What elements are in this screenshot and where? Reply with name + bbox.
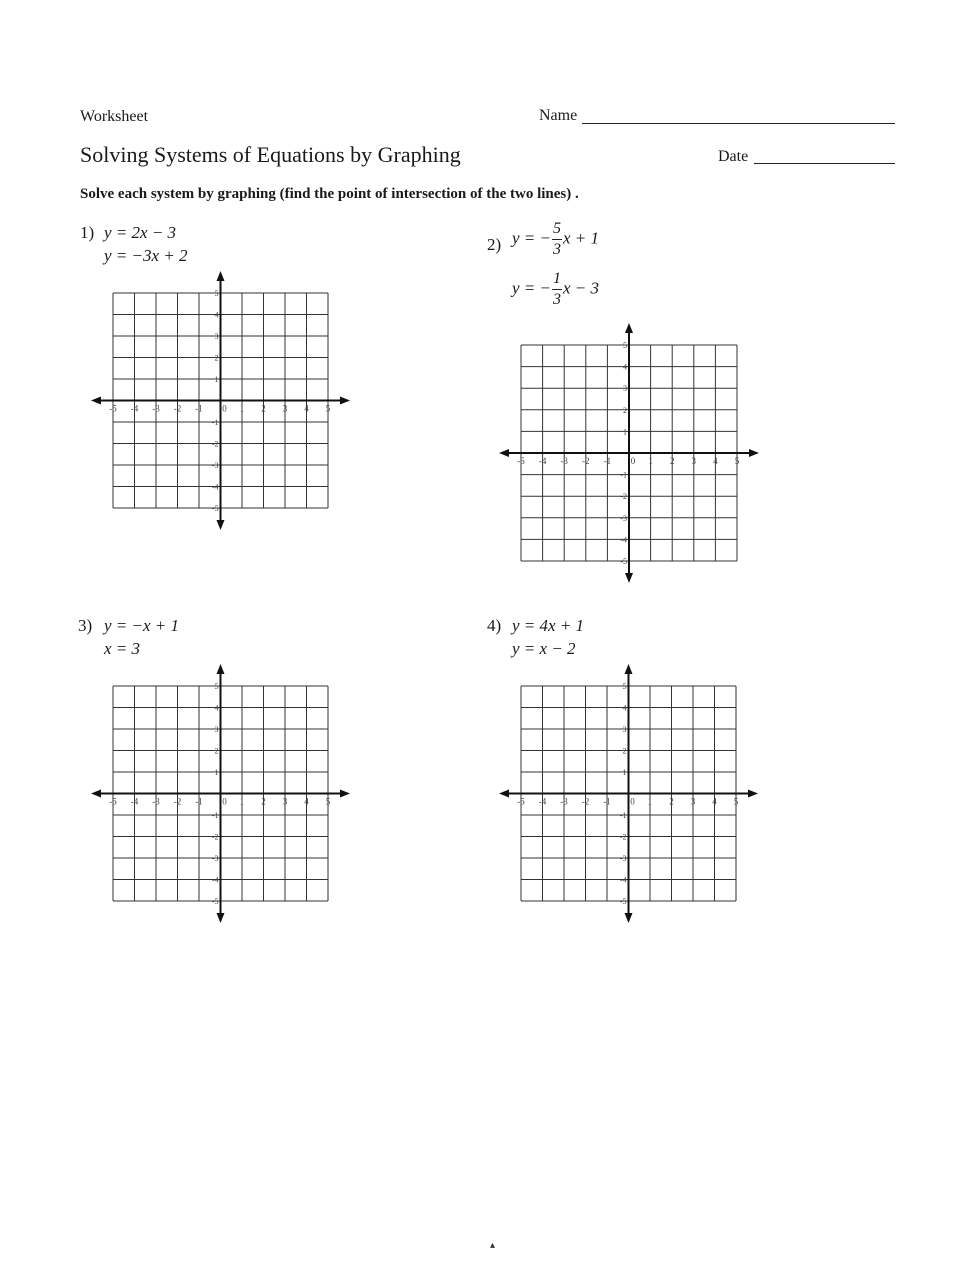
x-tick-label: -3 [560,456,568,466]
x-tick-label: -4 [538,796,547,807]
x-tick-label: -2 [173,403,182,414]
y-tick-label: 5 [214,289,219,298]
x-tick-label: -2 [581,796,590,807]
x-tick-label: -4 [130,403,139,414]
name-label: Name [539,107,578,124]
y-tick-label: 3 [214,725,219,734]
x-tick-label: -1 [195,403,203,414]
y-tick-label: -3 [620,513,627,523]
x-tick-label: -3 [152,403,160,414]
x-axis-left-arrow-icon [499,790,509,798]
problem-2-eq2-denominator: 3 [553,291,561,308]
date-label: Date [718,148,749,165]
x-tick-label: 5 [734,456,740,466]
grid-svg [87,267,354,534]
instructions: Solve each system by graphing (find the point of intersection of the two lines) . [80,186,579,202]
y-tick-label: 1 [623,427,627,437]
x-tick-label: 4 [304,403,309,414]
footer-mark: ▴ [490,1240,496,1251]
x-tick-label: 2 [261,403,266,414]
y-tick-label: -2 [619,832,627,842]
y-tick-label: -1 [211,811,219,820]
problem-2-eq1-denominator: 3 [553,241,561,258]
x-tick-label: 0 [630,456,636,466]
x-tick-label: 1 [239,796,245,807]
date-field[interactable] [754,163,895,164]
x-tick-label: 3 [282,403,288,414]
y-tick-label: 5 [214,682,219,691]
problem-1-eq1: y = 2x − 3 [104,223,177,242]
y-tick-label: 5 [622,682,627,691]
y-tick-label: 2 [623,405,627,415]
problem-2-eq1-suffix: x + 1 [563,228,600,248]
x-axis-right-arrow-icon [340,790,350,798]
problem-2-number: 2) [487,235,502,254]
x-tick-label: -1 [195,796,203,807]
y-tick-label: -3 [211,461,219,470]
problem-2-eq1-fraction [552,221,562,258]
y-axis-down-arrow-icon [625,913,633,923]
x-axis-right-arrow-icon [340,397,350,405]
problem-3-number: 3) [78,616,93,635]
x-tick-label: 5 [325,796,331,807]
x-tick-label: 1 [239,403,245,414]
problem-1-eq2: y = −3x + 2 [104,246,188,265]
y-axis-up-arrow-icon [625,323,633,333]
worksheet-label: Worksheet [80,108,149,125]
problem-3-eq1: y = −x + 1 [104,616,180,635]
x-axis-left-arrow-icon [91,397,101,405]
x-tick-label: 5 [733,796,739,807]
y-tick-label: 1 [214,375,219,384]
problem-2-eq1-prefix: y = − [512,228,551,248]
y-tick-label: 4 [622,703,627,713]
y-tick-label: 2 [214,353,219,363]
x-tick-label: 5 [325,403,331,414]
y-tick-label: 4 [214,703,219,713]
x-axis-left-arrow-icon [91,790,101,798]
x-tick-label: 0 [630,796,635,807]
y-axis-down-arrow-icon [217,520,225,530]
y-tick-label: -4 [211,482,219,492]
y-tick-label: 3 [214,332,219,341]
y-tick-label: -2 [620,492,627,502]
y-axis-up-arrow-icon [217,664,225,674]
y-tick-label: 3 [623,384,627,394]
y-tick-label: -2 [211,832,219,842]
x-tick-label: -3 [560,796,568,807]
x-tick-label: 4 [304,796,309,807]
x-tick-label: -4 [130,796,139,807]
y-tick-label: 2 [622,746,627,756]
x-tick-label: -5 [109,796,117,807]
x-tick-label: -2 [173,796,182,807]
problem-1-number: 1) [80,223,95,242]
y-tick-label: -5 [211,504,219,513]
x-tick-label: -3 [152,796,160,807]
y-tick-label: -3 [619,854,627,863]
y-tick-label: -1 [620,470,627,480]
x-tick-label: 4 [712,796,717,807]
y-tick-label: 1 [214,768,219,777]
y-tick-label: -4 [620,535,627,545]
problem-2-eq2-numerator: 1 [552,271,562,290]
y-tick-label: 5 [623,341,627,350]
problem-2-eq2-fraction [552,271,562,308]
y-tick-label: -2 [211,439,219,449]
page-title: Solving Systems of Equations by Graphing [80,142,461,167]
x-axis-right-arrow-icon [749,449,759,457]
x-tick-label: 2 [669,796,674,807]
y-axis-up-arrow-icon [217,271,225,281]
x-tick-label: 0 [222,796,227,807]
y-tick-label: -1 [211,418,219,427]
problem-2-eq2-prefix: y = − [512,278,551,298]
graph-3[interactable] [87,660,354,927]
x-tick-label: -4 [538,456,547,466]
grid-svg [495,319,763,587]
problem-2-eq1-numerator: 5 [552,221,562,240]
graph-1[interactable] [87,267,354,534]
problem-2-eq2-suffix: x − 3 [563,278,600,298]
problem-4-eq1: y = 4x + 1 [512,616,585,635]
y-axis-up-arrow-icon [625,664,633,674]
x-tick-label: 4 [713,456,718,466]
x-tick-label: -1 [603,796,611,807]
x-tick-label: 2 [669,456,675,466]
y-tick-label: 4 [214,310,219,320]
x-tick-label: 1 [648,456,653,466]
x-tick-label: 3 [691,456,697,466]
x-tick-label: 3 [690,796,696,807]
y-tick-label: -5 [619,897,627,906]
x-tick-label: -5 [517,796,525,807]
name-field[interactable] [582,123,895,124]
graph-2[interactable] [495,319,763,587]
y-tick-label: 1 [622,768,627,777]
x-tick-label: -1 [603,456,612,466]
x-tick-label: 0 [222,403,227,414]
y-tick-label: 3 [622,725,627,734]
y-tick-label: 2 [214,746,219,756]
x-tick-label: 2 [261,796,266,807]
x-tick-label: 3 [282,796,288,807]
problem-4-number: 4) [487,616,502,635]
x-axis-right-arrow-icon [748,790,758,798]
x-axis-left-arrow-icon [499,449,509,457]
y-tick-label: -1 [619,811,627,820]
y-tick-label: 4 [623,362,627,372]
y-tick-label: -3 [211,854,219,863]
problem-2-eq1 [512,221,599,258]
grid-svg [87,660,354,927]
x-tick-label: -5 [517,456,525,466]
x-tick-label: -5 [109,403,117,414]
problem-2-eq2 [512,271,599,308]
x-tick-label: 1 [647,796,653,807]
graph-4[interactable] [495,660,762,927]
y-tick-label: -5 [211,897,219,906]
problem-4-eq2: y = x − 2 [512,639,576,658]
y-axis-down-arrow-icon [625,573,633,583]
y-tick-label: -4 [211,875,219,885]
y-axis-down-arrow-icon [217,913,225,923]
x-tick-label: -2 [582,456,590,466]
y-tick-label: -4 [619,875,627,885]
problem-3-eq2: x = 3 [104,639,141,658]
grid-svg [495,660,762,927]
y-tick-label: -5 [620,557,627,566]
